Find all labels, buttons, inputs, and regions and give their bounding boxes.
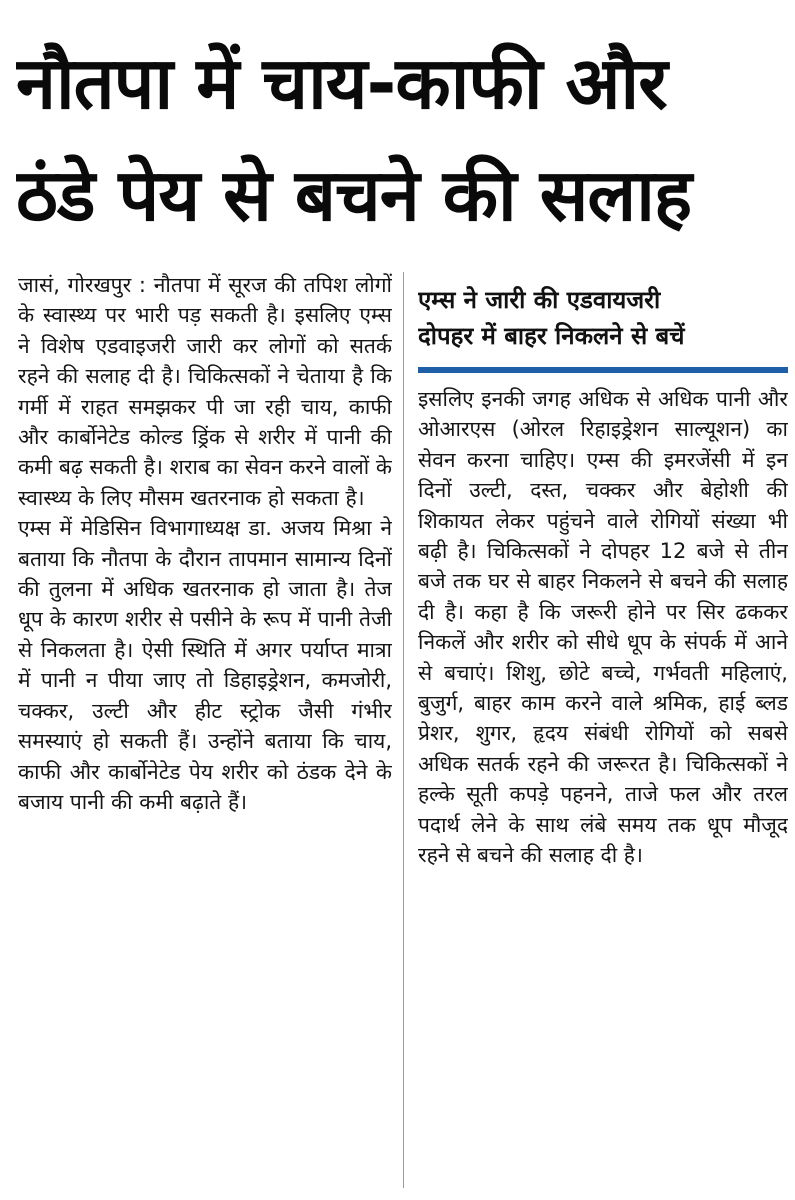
column-divider — [403, 272, 404, 1188]
right-paragraph-1: इसलिए इनकी जगह अधिक से अधिक पानी और ओआरएस (ओरल रिहाइड्रेशन साल्यूशन) का सेवन करना चाहिए। एम्स की इमरजेंसी में इन दिनों उल्टी, दस्त, चक्कर और बेहोशी की शिकायत लेकर पहुंचने वाले रोगियों संख्या भी बढ़ी है। चिकित्सकों ने दोपहर 12 बजे से तीन बजे तक घर से बाहर निकलने से बचने की सलाह दी है। कहा है कि जरूरी होने पर सिर ढककर निकलें और शरीर को सीधे धूप के संपर्क में आने से बचाएं। शिशु, छोटे बच्चे, गर्भवती महिलाएं, बुजुर्ग, बाहर काम करने वाले श्रमिक, हाई ब्लड प्रेशर, शुगर, हृदय संबंधी रोगियों को सबसे अधिक सतर्क रहने की जरूरत है। चिकित्सकों ने हल्के सूती कपड़े पहनने, ताजे फल और तरल पदार्थ लेने के साथ लंबे समय तक धूप मौजूद रहने से बचने की सलाह दी है। — [418, 387, 788, 868]
subhead-rule — [418, 367, 788, 373]
left-column — [18, 270, 392, 1190]
left-paragraph-1: जासं, गोरखपुर : नौतपा में सूरज की तपिश लोगों के स्वास्थ्य पर भारी पड़ सकती है। इसलिए एम्स ने विशेष एडवाइजरी जारी कर लोगों को सतर्क रहने की सलाह दी है। चिकित्सकों ने चेताया है कि गर्मी में राहत समझकर पी जा रही चाय, काफी और कार्बोनेटेड कोल्ड ड्रिंक से शरीर में पानी की कमी बढ़ सकती है। शराब का सेवन करने वालों के स्वास्थ्य के लिए मौसम खतरनाक हो सकता है। — [18, 273, 392, 510]
subhead-line-1: एम्स ने जारी की एडवायजरी — [418, 286, 661, 314]
subhead-line-2: दोपहर में बाहर निकलने से बचें — [418, 322, 685, 350]
subhead — [418, 282, 790, 354]
headline-line-2: ठंडे पेय से बचने की सलाह — [16, 153, 692, 237]
right-column — [418, 384, 788, 1190]
left-paragraph-2: एम्स में मेडिसिन विभागाध्यक्ष डा. अजय मिश्रा ने बताया कि नौतपा के दौरान तापमान सामान्य दिनों की तुलना में अधिक खतरनाक हो जाता है। तेज धूप के कारण शरीर से पसीने के रूप में पानी तेजी से निकलता है। ऐसी स्थिति में अगर पर्याप्त मात्रा में पानी न पीया जाए तो डिहाइड्रेशन, कमजोरी, चक्कर, उल्टी और हीट स्ट्रोक जैसी गंभीर समस्याएं हो सकती हैं। उन्होंने बताया कि चाय, काफी और कार्बोनेटेड पेय शरीर को ठंडक देने के बजाय पानी की कमी बढ़ाते हैं। — [18, 516, 392, 814]
headline-line-1: नौतपा में चाय-काफी और — [16, 41, 667, 125]
